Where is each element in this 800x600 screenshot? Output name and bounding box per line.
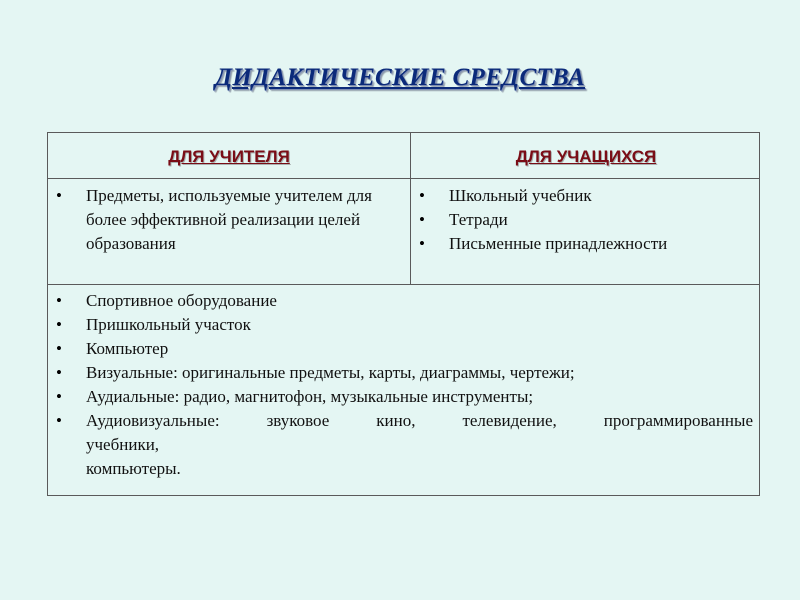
list-item: • Аудиальные: радио, магнитофон, музыкальные инструменты;: [48, 385, 753, 409]
list-item-audiovisual: [48, 409, 753, 481]
audiovisual-line-1: • Аудиовизуальные: звуковое кино, телевидение, программированные: [86, 411, 753, 430]
list-item: • Тетради: [411, 208, 756, 232]
list-item: • Компьютер: [48, 337, 753, 361]
list-item: • Спортивное оборудование: [48, 289, 753, 313]
header-teacher: ДЛЯ УЧИТЕЛЯ: [168, 147, 290, 166]
list-item: • Школьный учебник: [411, 184, 756, 208]
column-divider: [410, 133, 411, 285]
table-row-shared: [48, 285, 759, 495]
shared-list: [48, 289, 753, 481]
slide-title: ДИДАКТИЧЕСКИЕ СРЕДСТВА: [215, 64, 585, 91]
audiovisual-line-2: учебники,: [86, 435, 160, 454]
teacher-list: [48, 184, 398, 256]
list-item: • Предметы, используемые учителем для более эффективной реализации целей образования: [48, 184, 398, 256]
didactic-table: [47, 132, 760, 496]
audiovisual-line-3: компьютеры.: [86, 459, 181, 478]
header-students: ДЛЯ УЧАЩИХСЯ: [515, 147, 657, 166]
students-cell: [411, 184, 756, 256]
table-row-specific: [48, 179, 759, 285]
students-list: [411, 184, 756, 256]
table-header-row: [48, 133, 759, 179]
list-item: • Пришкольный участок: [48, 313, 753, 337]
list-item: • Визуальные: оригинальные предметы, карты, диаграммы, чертежи;: [48, 361, 753, 385]
teacher-cell: [48, 184, 398, 256]
list-item: • Письменные принадлежности: [411, 232, 756, 256]
